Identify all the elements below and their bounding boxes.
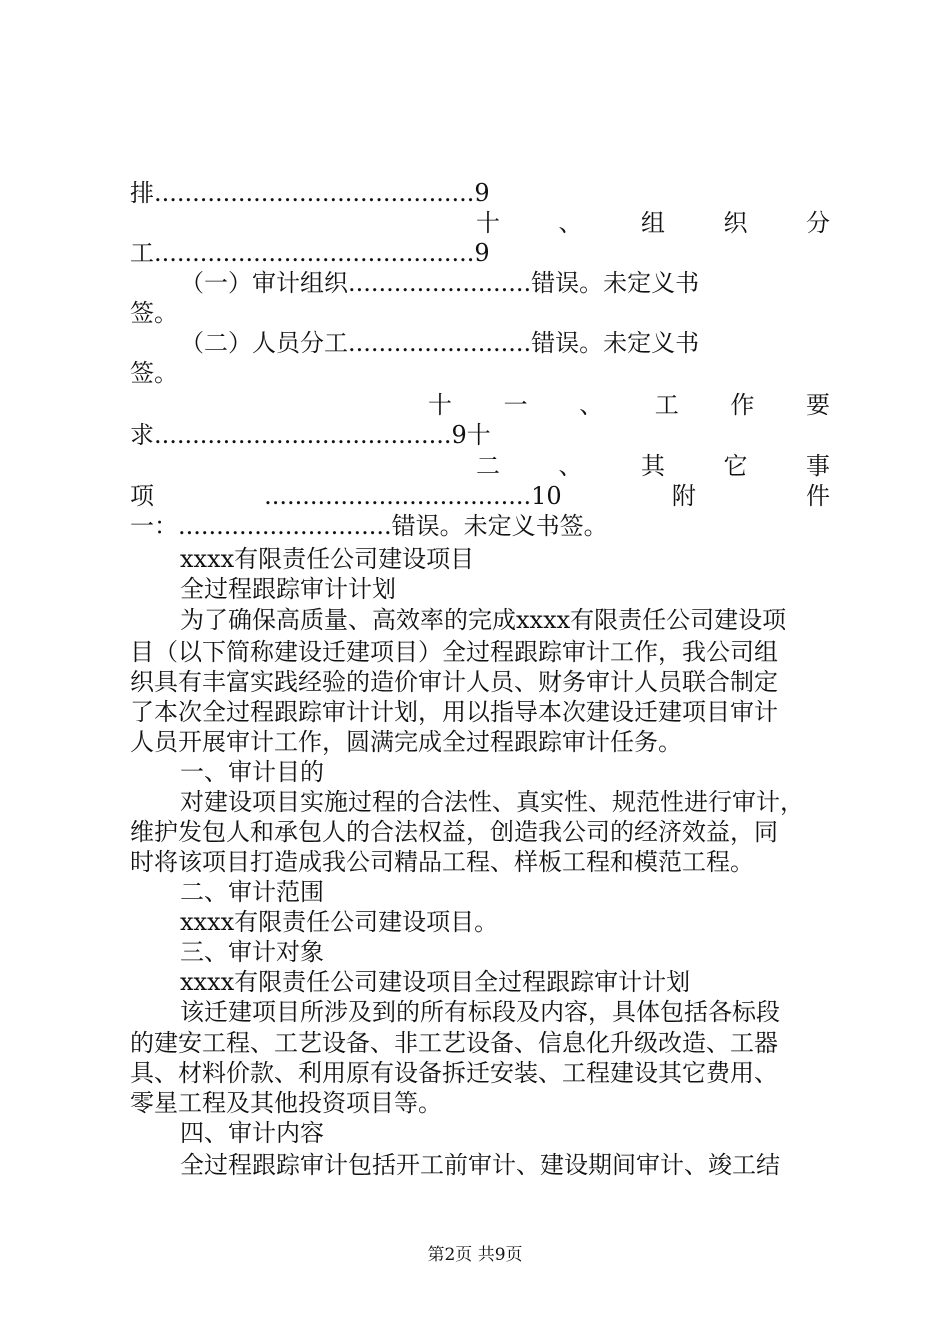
body-line: 零星工程及其他投资项目等。 [130,1089,442,1117]
body-line: 维护发包人和承包人的合法权益，创造我公司的经济效益，同 [130,818,778,846]
toc-line: （二）人员分工........................错误。未定义书 [180,329,700,357]
toc-line: 求.......................................9十 [130,421,491,449]
body-line: 时将该项目打造成我公司精品工程、样板工程和模范工程。 [130,848,754,876]
body-line: 为了确保高质量、高效率的完成xxxx有限责任公司建设项 [180,606,787,634]
toc-line-spread: 项 ...................................10 附 件 [130,482,830,510]
toc-line: （一）审计组织........................错误。未定义书 [180,269,700,297]
body-line: 目（以下简称建设迁建项目）全过程跟踪审计工作，我公司组 [130,638,778,666]
toc-line-spread: 二 、 其 它 事 [476,452,830,480]
body-line: xxxx有限责任公司建设项目全过程跟踪审计计划 [180,968,691,996]
body-line: xxxx有限责任公司建设项目。 [180,908,499,936]
section-heading: 二、审计范围 [180,878,324,906]
body-line: 全过程跟踪审计包括开工前审计、建设期间审计、竣工结 [180,1151,780,1179]
toc-line: 一：............................错误。未定义书签。 [130,512,608,540]
toc-line: 签。 [130,359,178,387]
section-heading: 四、审计内容 [180,1119,324,1147]
toc-line: 排..........................................9 [130,179,490,207]
document-title: xxxx有限责任公司建设项目 [180,545,475,573]
body-line: 了本次全过程跟踪审计计划，用以指导本次建设迁建项目审计 [130,698,778,726]
toc-line: 签。 [130,299,178,327]
toc-line-spread: 十 、 组 织 分 [476,209,830,237]
section-heading: 三、审计对象 [180,938,324,966]
body-line: 织具有丰富实践经验的造价审计人员、财务审计人员联合制定 [130,668,778,696]
body-line: 该迁建项目所涉及到的所有标段及内容，具体包括各标段 [180,998,780,1026]
toc-line: 工..........................................9 [130,239,490,267]
body-line: 对建设项目实施过程的合法性、真实性、规范性进行审计， [180,788,804,816]
document-subtitle: 全过程跟踪审计计划 [180,575,396,603]
section-heading: 一、审计目的 [180,758,324,786]
body-line: 的建安工程、工艺设备、非工艺设备、信息化升级改造、工器 [130,1029,778,1057]
page-footer: 第2页 共9页 [427,1245,523,1265]
toc-line-spread: 十 一 、 工 作 要 [428,391,830,419]
body-line: 人员开展审计工作，圆满完成全过程跟踪审计任务。 [130,728,682,756]
body-line: 具、材料价款、利用原有设备拆迁安装、工程建设其它费用、 [130,1059,778,1087]
